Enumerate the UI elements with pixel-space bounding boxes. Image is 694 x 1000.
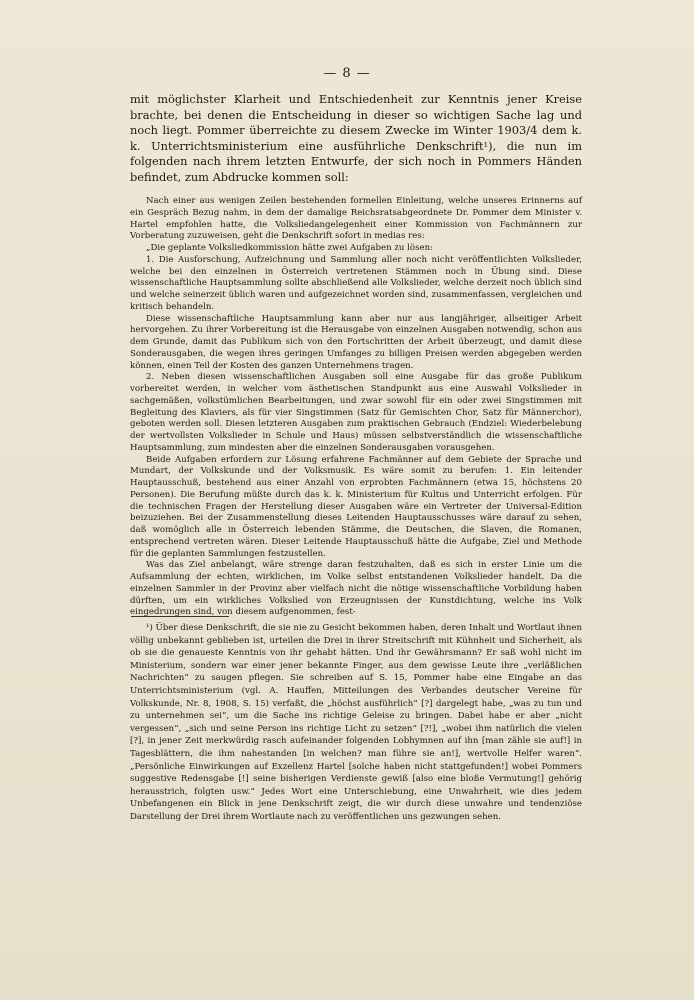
footnote-divider: [131, 616, 229, 617]
body-paragraph-intro: Nach einer aus wenigen Zeilen bestehenden formellen Einleitung, welche unseres Erinnerns auf ein Gespräch Bezug nahm, in dem der damalige Reichsratsabgeordnete Dr. Pommer dem Minister v. Hartel empfohlen hatte, die Volksliedangelegenheit einer Kommission von Fachmännern zur Vorberatung zuzuweisen, geht die Denkschrift sofort in medias res:: [130, 196, 582, 242]
body-paragraph-task-1: 1. Die Ausforschung, Aufzeichnung und Sammlung aller noch nicht veröffentlichten Volkslieder, welche bei den einzelnen in Österreich vertretenen Stämmen noch in Übung sind. Diese wissenschaftliche Hauptsammlung sollte abschließend alle Volkslieder, welche derzeit noch üblich sind und welche seinerzeit üblich waren und aufgezeichnet worden sind, zusammenfassen, vergleichen und kritisch behandeln.: [130, 254, 582, 312]
page-number: — 8 —: [323, 66, 371, 81]
lead-paragraph: mit möglichster Klarheit und Entschiedenheit zur Kenntnis jener Kreise brachte, bei denen die Entscheidung in dieser so wichtigen Sache lag und noch liegt. Pommer überreichte zu diesem Zwecke im Winter 1903/4 dem k. k. Unterrichtsministerium eine ausführliche Denkschrift¹), die nun im folgenden nach ihrem letzten Entwurfe, der sich noch in Pommers Händen befindet, zum Abdrucke kommen soll:: [130, 92, 582, 184]
body-paragraph-main-collection: Diese wissenschaftliche Hauptsammlung kann aber nur aus langjähriger, allseitiger Arbeit hervorgehen. Zu ihrer Vorbereitung ist die Herausgabe von einzelnen Ausgaben notwendig, schon aus dem Grunde, damit das Publikum sich von den Fortschritten der Arbeit überzeugt, und damit diese Sonderausgaben, die wegen ihres geringen Umfanges zu billigen Preisen werden abgegeben werden können, einen Teil der Kosten des ganzen Unternehmens tragen.: [130, 313, 582, 371]
memorandum-text: [130, 196, 582, 619]
body-paragraph-goal: Was das Ziel anbelangt, wäre strenge daran festzuhalten, daß es sich in erster Linie um die Aufsammlung der echten, wirklichen, im Volke selbst entstandenen Volkslieder handelt. Da die einzelnen Sammler in der Provinz aber vielfach nicht die nötige wissenschaftliche Vorbildung haben dürften, um ein wirkliches Volkslied von Erzeugnissen der Kunstdichtung, welche ins Volk eingedrungen sind, von diesem aufgenommen, fest-: [130, 560, 582, 618]
body-paragraph-task-2: 2. Neben diesen wissenschaftlichen Ausgaben soll eine Ausgabe für das große Publikum vorbereitet werden, in welcher vom ästhetischen Standpunkt aus eine Auswahl Volkslieder in sachgemäßen, volkstümlichen Bearbeitungen, und zwar sowohl für ein oder zwei Singstimmen mit Begleitung des Klaviers, als für vier Singstimmen (Satz für Gemischten Chor, Satz für Männerchor), geboten werden soll. Diesen letzteren Ausgaben zum praktischen Gebrauch (Endziel: Wiederbelebung der wertvollsten Volkslieder in Schule und Haus) müssen selbstverständlich die wissenschaftliche Hauptsammlung, zum mindesten aber die einzelnen Sonderausgaben vorausgehen.: [130, 372, 582, 453]
footnote: [130, 622, 582, 824]
lead-paragraph-block: [130, 92, 582, 186]
body-paragraph-experts: Beide Aufgaben erfordern zur Lösung erfahrene Fachmänner auf dem Gebiete der Sprache und Mundart, der Volkskunde und der Volksmusik. Es wäre somit zu berufen: 1. Ein leitender Hauptausschuß, bestehend aus einer Anzahl von erprobten Fachmännern (etwa 15, höchstens 20 Personen). Die Berufung müßte durch das k. k. Ministerium für Kultus und Unterricht erfolgen. Für die technischen Fragen der Herstellung dieser Ausgaben wäre ein Vertreter der Universal-Edition beizuziehen. Bei der Zusammenstellung dieses Leitenden Hauptausschusses wäre darauf zu sehen, daß womöglich alle in Österreich lebenden Stämme, die Deutschen, die Slaven, die Romanen, entsprechend vertreten wären. Dieser Leitende Hauptausschuß hätte die Aufgabe, Ziel und Methode für die geplanten Sammlungen festzustellen.: [130, 454, 582, 559]
body-paragraph-quote-start: „Die geplante Volksliedkommission hätte zwei Aufgaben zu lösen:: [146, 243, 434, 253]
footnote-text: ¹) Über diese Denkschrift, die sie nie zu Gesicht bekommen haben, deren Inhalt und Wortlaut ihnen völlig unbekannt geblieben ist, urteilen die Drei in ihrer Streitschrift mit Kühnheit und Sicherheit, als ob sie die genaueste Kenntnis von ihr gehabt hätten. Und ihr Gewährsmann? Er saß wohl nicht im Ministerium, sondern war einer jener bekannte Finger, aus dem gewisse Leute ihre „verläßlichen Nachrichten“ zu saugen pflegen. Sie schreiben auf S. 15, Pommer habe eine Eingabe an das Unterrichtsministerium (vgl. A. Hauffen, Mitteilungen des Verbandes deutscher Vereine für Volkskunde, Nr. 8, 1908, S. 15) verfaßt, die „höchst ausführlich“ [?] dargelegt habe, „was zu tun und zu unternehmen sei“, um die Sache ins richtige Geleise zu bringen. Dabei habe er aber „nicht vergessen“, „sich und seine Person ins richtige Licht zu setzen“ [?!], „wobei ihm natürlich die vielen [?], in jener Zeit merkwürdig rasch aufeinander folgenden Lobhymnen auf ihn [man zähle sie auf!] in Tagesblättern, die ihm nahestanden [in welchen? man führe sie an!], wertvolle Helfer waren“. „Persönliche Einwirkungen auf Exzellenz Hartel [solche haben nicht stattgefunden!] wobei Pommers suggestive Redensgabe [!] seine bisherigen Verdienste gewiß [also eine bloße Vermutung!] gehörig herausstrich, folgten usw.“ Jedes Wort eine Unterschiebung, eine Unwahrheit, wie dies jedem Unbefangenen ein Blick in jene Denkschrift zeigt, die wir durch diese unwahre und tendenziöse Darstellung der Drei ihrem Wortlaute nach zu veröffentlichen uns gezwungen sehen.: [130, 623, 582, 822]
